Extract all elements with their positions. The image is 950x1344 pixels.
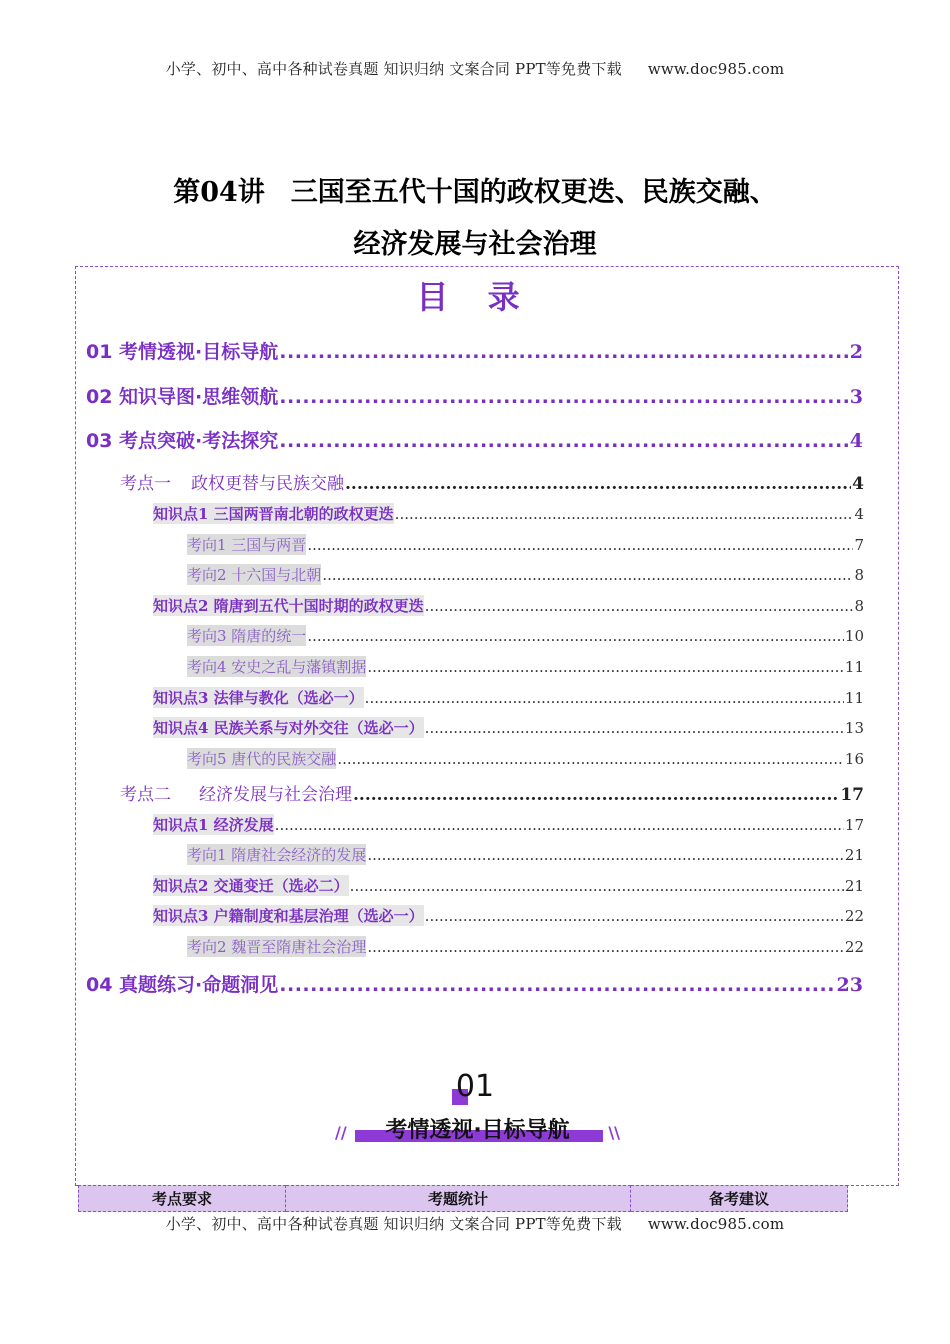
- header-site-link[interactable]: www.doc985.com: [647, 60, 785, 78]
- toc-entry-zhishidian-6[interactable]: 知识点2 交通变迁（选必二） ..... 21: [153, 875, 864, 896]
- toc-entry-zhishidian-7[interactable]: 知识点3 户籍制度和基层治理（选必一） ..... 22: [153, 905, 864, 926]
- toc-entry-kaodian-1[interactable]: 考点一 政权更替与民族交融 ..... 4: [120, 469, 864, 494]
- toc-entry-zhishidian-3[interactable]: 知识点3 法律与教化（选必一） ..... 11: [153, 687, 864, 708]
- section-number: 01: [0, 1069, 950, 1104]
- toc-entry-kaodian-2[interactable]: 考点二 经济发展与社会治理 ..... 17: [120, 780, 864, 805]
- header-text: 小学、初中、高中各种试卷真题 知识归纳 文案合同 PPT等免费下载: [165, 60, 622, 78]
- document-title-line2: 经济发展与社会治理: [353, 229, 597, 260]
- table-header-cell: 考点要求: [79, 1186, 286, 1212]
- toc-entry-01[interactable]: 01 考情透视·目标导航 ..... 2: [86, 337, 863, 364]
- toc-entry-02[interactable]: 02 知识导图·思维领航 ..... 3: [86, 382, 863, 409]
- document-title-line1: [0, 170, 950, 209]
- requirements-table: [78, 1185, 848, 1212]
- title-text-line1: 三国至五代十国的政权更迭、民族交融、: [290, 177, 777, 208]
- toc-entry-04[interactable]: 04 真题练习·命题洞见 ..... 23: [86, 970, 863, 997]
- table-header-row: [79, 1186, 848, 1212]
- page-header: [0, 58, 950, 79]
- page-footer: [0, 1213, 950, 1234]
- toc-entry-zhishidian-2[interactable]: 知识点2 隋唐到五代十国时期的政权更迭 ..... 8: [153, 595, 864, 616]
- footer-text: 小学、初中、高中各种试卷真题 知识归纳 文案合同 PPT等免费下载: [165, 1215, 622, 1233]
- lecture-number: 第04讲: [173, 177, 265, 208]
- section-title: 考情透视·目标导航: [385, 1118, 570, 1143]
- table-header-cell: 考题统计: [286, 1186, 631, 1212]
- toc-entry-zhishidian-5[interactable]: 知识点1 经济发展 ..... 17: [153, 814, 864, 835]
- toc-entry-kaoxiang-1[interactable]: 考向1 三国与两晋 ..... 7: [187, 534, 864, 555]
- toc-entry-kaoxiang-3[interactable]: 考向3 隋唐的统一 ..... 10: [187, 625, 864, 646]
- footer-site-link[interactable]: www.doc985.com: [647, 1215, 785, 1233]
- toc-entry-kaoxiang-4[interactable]: 考向4 安史之乱与藩镇割据 ..... 11: [187, 656, 864, 677]
- section-banner: [335, 1112, 620, 1146]
- toc-entry-03[interactable]: 03 考点突破·考法探究 ..... 4: [86, 426, 863, 453]
- toc-entry-kaoxiang-5[interactable]: 考向5 唐代的民族交融 ..... 16: [187, 748, 864, 769]
- toc-entry-kaoxiang-6[interactable]: 考向1 隋唐社会经济的发展 ..... 21: [187, 844, 864, 865]
- toc-entry-zhishidian-4[interactable]: 知识点4 民族关系与对外交往（选必一） ..... 13: [153, 717, 864, 738]
- table-header-cell: 备考建议: [631, 1186, 848, 1212]
- toc-entry-kaoxiang-7[interactable]: 考向2 魏晋至隋唐社会治理 ..... 22: [187, 936, 864, 957]
- banner-right-slash: \\: [608, 1123, 620, 1142]
- toc-entry-zhishidian-1[interactable]: 知识点1 三国两晋南北朝的政权更迭 ..... 4: [153, 503, 864, 524]
- banner-left-slash: //: [335, 1123, 347, 1142]
- toc-entry-kaoxiang-2[interactable]: 考向2 十六国与北朝 ..... 8: [187, 564, 864, 585]
- toc-heading: 目 录: [416, 278, 534, 316]
